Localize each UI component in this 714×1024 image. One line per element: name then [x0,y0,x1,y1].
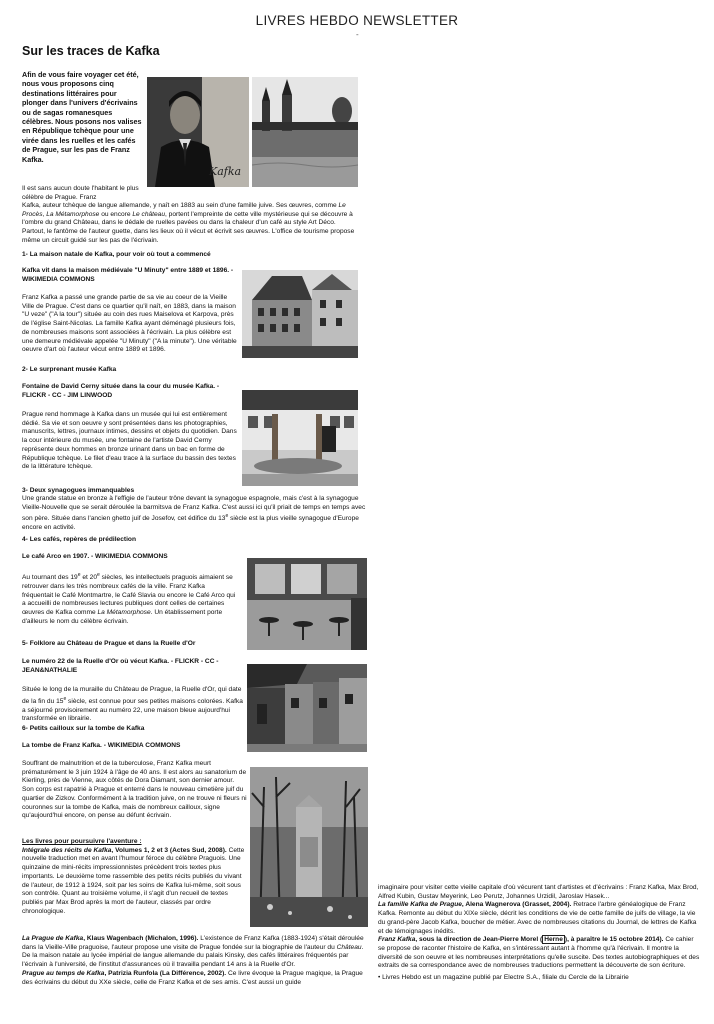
section-2-text: Prague rend hommage à Kafka dans un musée qui lui est entièrement dédié. Sa vie et son oeuvre y sont présentées dans les photographies, manuscrits, lettres, journaux intimes, dessins et objets du quotidien. Dans la cour intérieure du musée, une fontaine de l'artiste David Cerny représente deux hommes en bronze urinant dans un bac en forme de République tchèque. Le filet d'eau trace à la surface du bassin des textes de la littérature tchèque. [22,411,237,471]
footer-note: • Livres Hebdo est un magazine publié par Electre S.A., filiale du Cercle de la Librairie [378,974,629,982]
intro-text-a: Il est sans aucun doute l'habitant le plus célèbre de Prague. Franz [22,185,139,201]
article-title: Sur les traces de Kafka [22,44,160,58]
lead-paragraph: Afin de vous faire voyager cet été, nous vous proposons cinq destinations littéraires pour plonger dans l'univers d'écrivains ou de sagas romanesques célèbres. Nous posons nos valises en République tchèque pour une virée dans les ruelles et les cafés de Prague, sur les pas de Franz Kafka. [22,70,142,164]
caption-6: La tombe de Franz Kafka. - WIKIMEDIA COMMONS [22,742,181,749]
book-5: Franz Kafka, sous la direction de Jean-Pierre Morel ( Herne ), à paraître le 15 octobre 2014). Ce cahier se propose de raconter l'histoire de Kafka, en s'intéressant autant à l'homme qu'à l'écrivain. Il montre la diversité de son oeuvre et les nombreuses interprétations qu'elle suscite. Des textes autobiographiques et des extraits de sa correspondance avec de nombreuses traductions permettent la découverte de son écriture. [378,936,700,970]
intro-text-b: Kafka, auteur tchèque de langue allemande, y naît en 1883 au sein d'une famille juive. Ses œuvres, comme Le Procès, La Métamorphose ou encore Le château, portent l'empreinte de cette ville mystérieuse qui se découvre à l'ombre du grand Château, dans le dédale de ruelles pavées ou dans la chaleur d'un café au style Art Déco. Partout, le fantôme de l'auteur guette, dans les lieux où il vécut et écrivit ses œuvres. L'office de tourisme propose même un circuit guidé sur les pas de l'écrivain. [22,202,355,244]
section-3-heading: 3- Deux synagogues immanquables [22,487,135,494]
section-4-heading: 4- Les cafés, repères de prédilection [22,536,136,543]
books-section-right [378,884,700,983]
book-3: Prague au temps de Kafka, Patrizia Runfola (La Différence, 2002). Ce livre évoque la Prague magique, la Prague des écrivains du début du XXe siècle, celle de Franz Kafka et de ses amis. C'est aussi un guide [22,969,363,986]
golden-lane-photo-icon [247,664,367,752]
section-1-text: Franz Kafka a passé une grande partie de sa vie au coeur de la Vieille Ville de Prague. C'est dans ce quartier qu'il naît, en 1883, dans la maison "U veze" ("A la tour") située au coin des rues Maiselova et Karpova, près de l'église Saint-Nicolas. La famille Kafka ayant déménagé plusieurs fois, de nombreuses maisons sont associées à l'écrivain. La plus célèbre est une demeure médiévale appelée "U Minuty" ("A la minute"). Une véritable oeuvre d'art où l'auteur vécut entre 1889 et 1896. [22,294,237,354]
portrait-signature: Kafka [209,165,242,178]
book-1: Intégrale des récits de Kafka, Volumes 1, 2 et 3 (Actes Sud, 2008). Cette nouvelle traduction met en avant l'humour féroce du célèbre Praguois. Une quinzaine de mini-récits impressionnistes précèdent trois textes plus importants. Le deuxième tome rassemble des petits récits publiés du vivant de l'auteur, de 1912 à 1924, soit par les soins de Kafka lui-même, soit sous son contrôle. Quant au troisième volume, il s'agit d'un recueil de textes publiés par Max Brod après la mort de l'auteur, classés par ordre chronologique. [22,846,245,915]
books-section-left-wide [22,935,368,987]
section-1-heading: 1- La maison natale de Kafka, pour voir où tout a commencé [22,251,211,258]
section-4-text: Au tournant des 19e et 20e siècles, les intellectuels praguois aimaient se retrouver dans les très nombreux cafés de la ville. Franz Kafka fréquentait le Café Montmartre, le Café Slavia ou encore le Café Arco qui a accueilli de nombreuses lectures publiques dont celles de certaines œuvres de Kafka comme La Métamorphose. Un établissement porte d'ailleurs le nom du célèbre écrivain. [22,572,236,625]
section-6-text: Souffrant de malnutrition et de la tuberculose, Franz Kafka meurt prématurément le 3 juin 1924 à l'âge de 40 ans. Il est alors au sanatorium de Kierling, près de Vienne, aux côtés de Dora Diamant, son dernier amour. Son corps est rapatrié à Prague et enterré dans le nouveau cimetière juif du quartier de Zizkov. Conformément à la tradition juive, on ne trouve ni fleurs ni couronnes sur la tombe de Kafka, mais de nombreux cailloux, signe qu'aujourd'hui encore, on pense au défunt écrivain. [22,760,247,820]
section-3-text: Une grande statue en bronze à l'effigie de l'auteur trône devant la synagogue espagnole, mais c'est à la synagogue Vieille-Nouvelle que se serait déroulée la barmitsva de Franz Kafka. C'est aussi ici qu'il priait de temps en temps avec son père. Située dans l'ancien ghetto juif de Josefov, cet édifice du 13e siècle est la plus vieille synagogue d'Europe encore en activité. [22,495,366,532]
books-section-left [22,838,247,916]
portrait-photo-icon [147,77,249,187]
fountain-photo-icon [242,390,358,486]
caption-1: Kafka vit dans la maison médiévale "U Minuty" entre 1889 et 1896. - WIKIMEDIA COMMONS [22,267,234,283]
section-6-heading: 6- Petits cailloux sur la tombe de Kafka [22,725,145,732]
section-5-heading: 5- Folklore au Château de Prague et dans la Ruelle d'Or [22,640,196,647]
medieval-house-photo-icon [242,270,358,358]
caption-5: Le numéro 22 de la Ruelle d'Or où vécut Kafka. - FLICKR - CC - JEAN&NATHALIE [22,658,219,674]
caption-4: Le café Arco en 1907. - WIKIMEDIA COMMONS [22,553,168,560]
book-4: La famille Kafka de Prague, Alena Wagnerova (Grasset, 2004). Retrace l'arbre généalogique de Franz Kafka. Remonte au début du XIXe siècle, décrit les conditions de vie de cette famille de juifs de village, la vie du grand-père Jacob Kafka, boucher de métier. Avec de nombreuses citations du Journal, de lettres de Kafka et de témoignages inédits. [378,901,697,935]
publisher-link[interactable]: Herne [544,936,563,944]
masthead-dash: - [356,30,359,39]
caption-2: Fontaine de David Cerny située dans la cour du musée Kafka. - FLICKR - CC - JIM LINWOOD [22,383,220,399]
book-3-continued: imaginaire pour visiter cette vieille capitale d'où vécurent tant d'artistes et d'écrivains : Franz Kafka, Max Brod, Alfred Kubin, Gustav Meyerink, Leo Perutz, Johannes Urzidil, Jaroslav Hasek... [378,884,699,900]
castle-river-photo-icon [252,77,358,187]
book-2: La Prague de Kafka, Klaus Wagenbach (Michalon, 1996). L'existence de Franz Kafka (1883-1924) s'était déroulée dans la Vieille-Ville praguoise, l'auteur propose une visite de Prague fondée sur la biographie de l'auteur du Château. De la maison natale au lycée impérial de langue allemande du palais Kinsky, des cafés littéraires fréquentés par l'écrivain à l'université, de l'institut d'assurances où il travailla pendant 14 ans à la Ruelle d'Or. [22,935,364,969]
masthead: LIVRES HEBDO NEWSLETTER [255,13,459,28]
section-2-heading: 2- Le surprenant musée Kafka [22,366,117,373]
tomb-photo-icon [250,767,368,927]
section-5-text: Située le long de la muraille du Château de Prague, la Ruelle d'Or, qui date de la fin du 15e siècle, est connue pour ses petites maisons colorées. Kafka a séjourné provisoirement au numéro 22, une maison bleue aujourd'hui transformée en librairie. [22,686,243,723]
books-heading: Les livres pour poursuivre l'aventure : [22,838,142,845]
cafe-interior-photo-icon [247,558,367,650]
